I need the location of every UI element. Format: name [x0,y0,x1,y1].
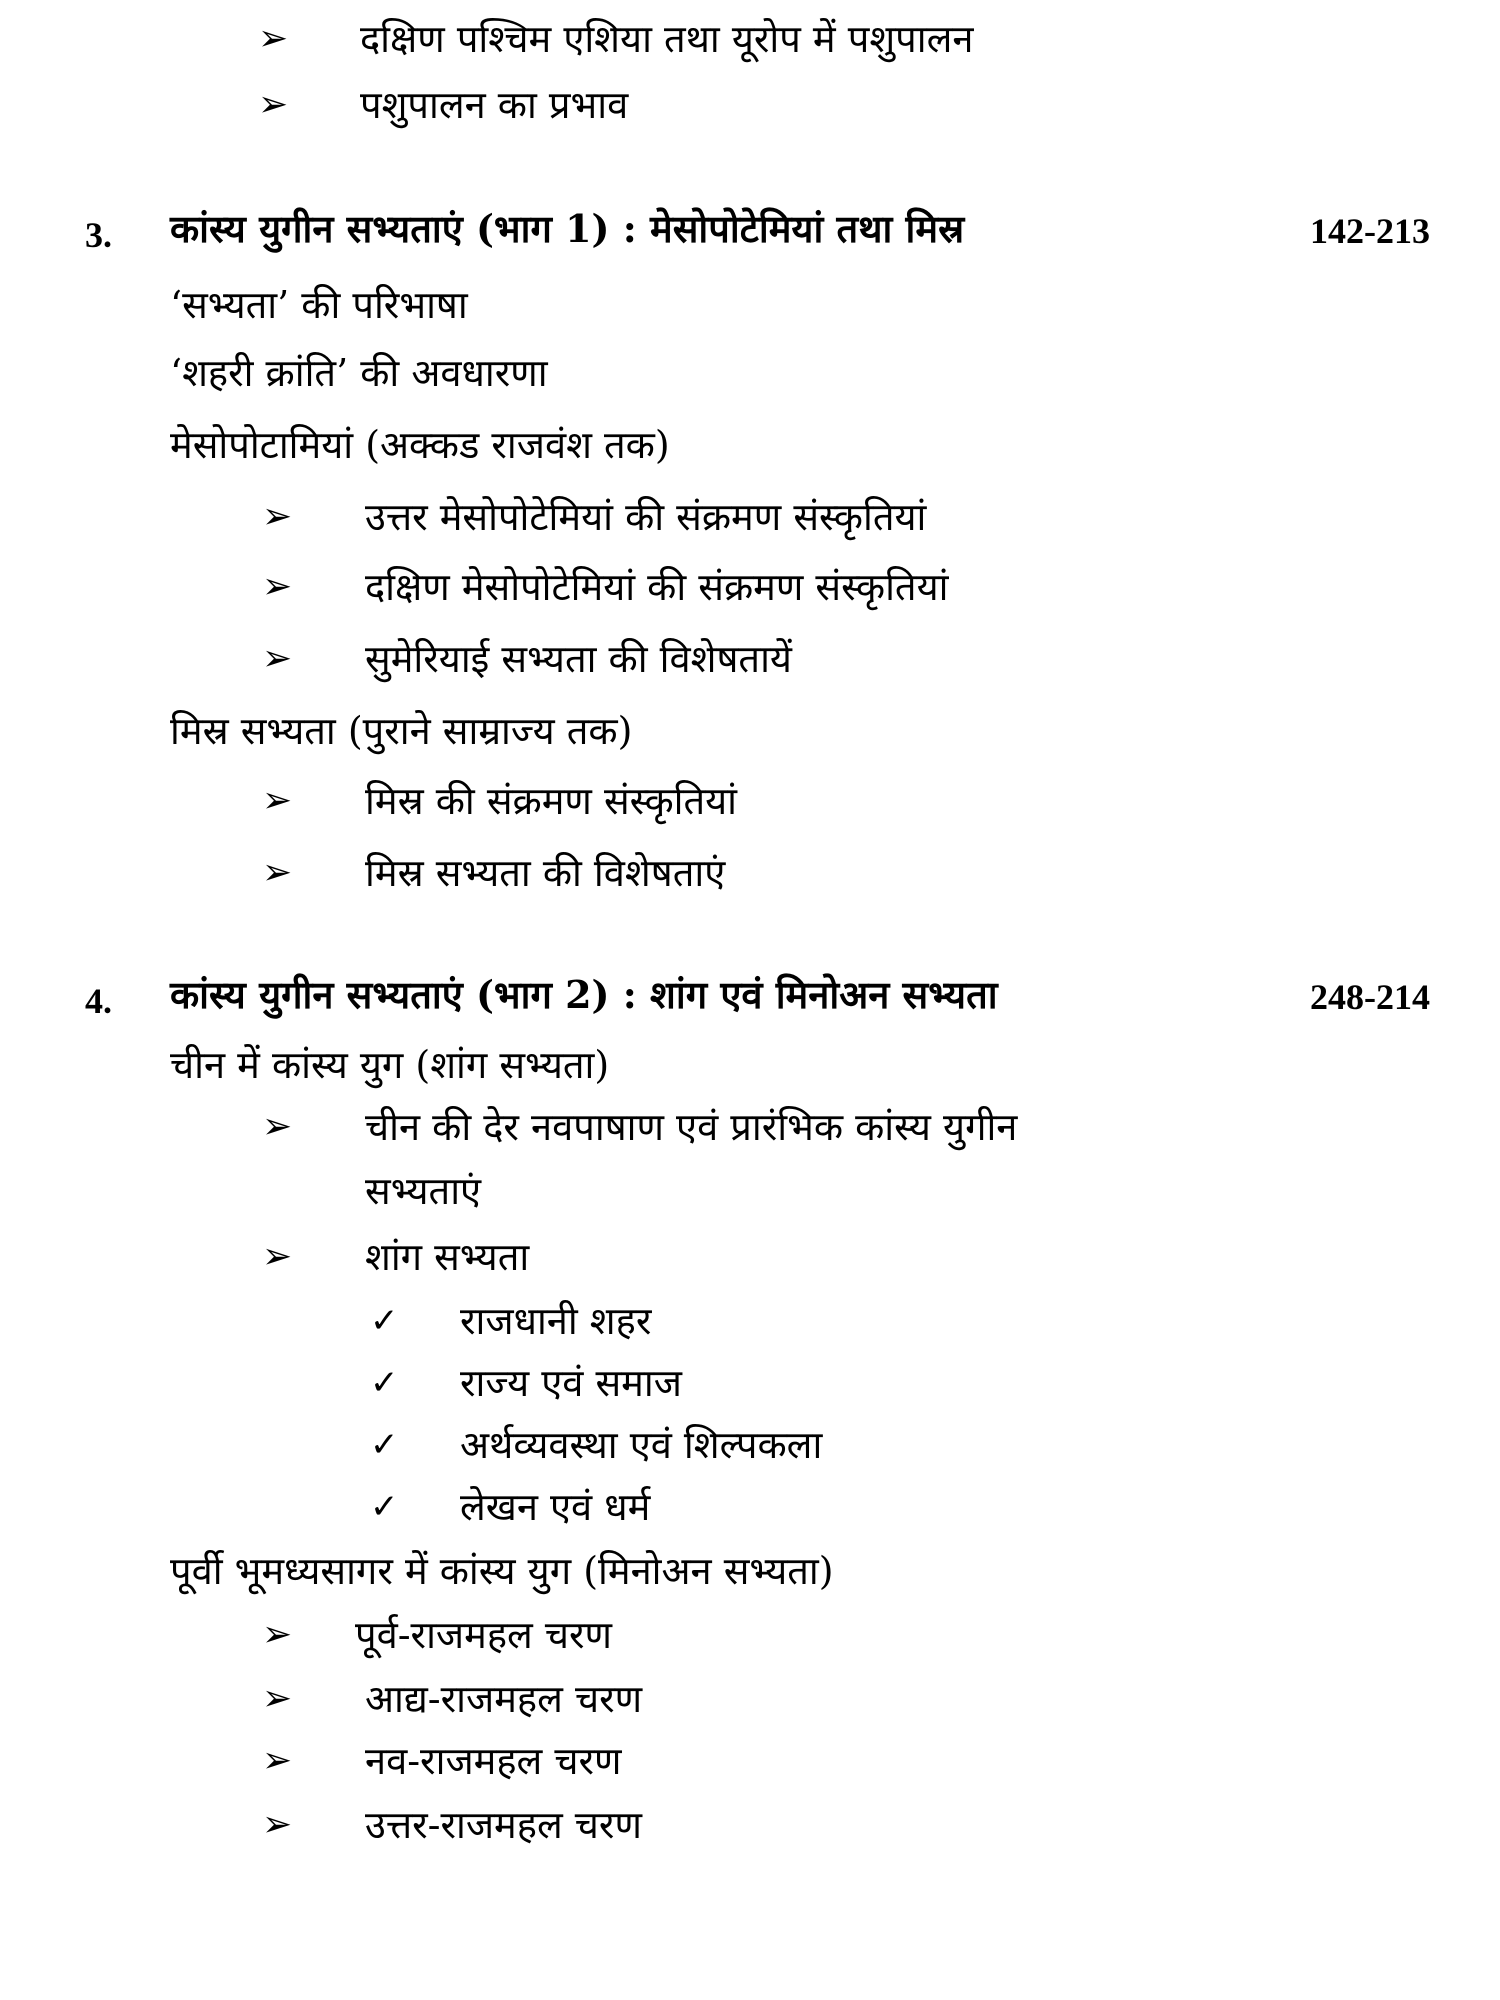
bullet-arrow-icon: ➢ [262,566,293,607]
list-item-continuation: सभ्यताएं [365,1169,482,1213]
list-item: दक्षिण मेसोपोटेमियां की संक्रमण संस्कृतियां [365,565,949,609]
list-item: नव-राजमहल चरण [365,1739,622,1783]
topic-line: ‘सभ्यता’ की परिभाषा [170,283,468,327]
section-number: 4. [85,981,112,1021]
subheading: मेसोपोटामियां (अक्कड राजवंश तक) [170,423,670,467]
topic-line: ‘शहरी क्रांति’ की अवधारणा [170,351,548,395]
bullet-arrow-icon: ➢ [262,496,293,537]
bullet-arrow-icon: ➢ [262,852,293,893]
list-item: दक्षिण पश्चिम एशिया तथा यूरोप में पशुपालन [360,17,974,61]
subheading: मिस्र सभ्यता (पुराने साम्राज्य तक) [170,709,633,753]
sub-list-item: अर्थव्यवस्था एवं शिल्पकला [460,1423,823,1467]
list-item: आद्य-राजमहल चरण [365,1677,643,1721]
list-item: शांग सभ्यता [365,1235,530,1279]
bullet-arrow-icon: ➢ [262,1106,293,1147]
sub-list-item: राज्य एवं समाज [460,1361,682,1405]
subheading: चीन में कांस्य युग (शांग सभ्यता) [170,1043,610,1087]
page-range: 248-214 [1310,977,1430,1017]
checkmark-icon: ✓ [370,1425,399,1465]
list-item: उत्तर-राजमहल चरण [365,1803,642,1847]
checkmark-icon: ✓ [370,1487,399,1527]
list-item: पूर्व-राजमहल चरण [355,1613,613,1657]
subheading: पूर्वी भूमध्यसागर में कांस्य युग (मिनोअन सभ्यता) [170,1549,834,1593]
bullet-arrow-icon: ➢ [262,1804,293,1845]
bullet-arrow-icon: ➢ [262,638,293,679]
list-item: सुमेरियाई सभ्यता की विशेषतायें [365,637,792,681]
bullet-arrow-icon: ➢ [258,18,289,59]
sub-list-item: लेखन एवं धर्म [460,1485,651,1529]
list-item: मिस्र सभ्यता की विशेषताएं [365,851,726,895]
bullet-arrow-icon: ➢ [262,1614,293,1655]
list-item: चीन की देर नवपाषाण एवं प्रारंभिक कांस्य युगीन [365,1105,1018,1149]
bullet-arrow-icon: ➢ [262,1678,293,1719]
section-title: कांस्य युगीन सभ्यताएं (भाग 1) : मेसोपोटेमियां तथा मिस्र [170,206,965,251]
bullet-arrow-icon: ➢ [262,780,293,821]
list-item: उत्तर मेसोपोटेमियां की संक्रमण संस्कृतियां [365,495,927,539]
page-range: 142-213 [1310,211,1430,251]
bullet-arrow-icon: ➢ [262,1236,293,1277]
bullet-arrow-icon: ➢ [262,1740,293,1781]
section-title: कांस्य युगीन सभ्यताएं (भाग 2) : शांग एवं मिनोअन सभ्यता [170,972,998,1017]
list-item: पशुपालन का प्रभाव [360,83,629,127]
section-number: 3. [85,215,112,255]
list-item: मिस्र की संक्रमण संस्कृतियां [365,779,738,823]
checkmark-icon: ✓ [370,1301,399,1341]
sub-list-item: राजधानी शहर [460,1299,652,1343]
checkmark-icon: ✓ [370,1363,399,1403]
bullet-arrow-icon: ➢ [258,84,289,125]
